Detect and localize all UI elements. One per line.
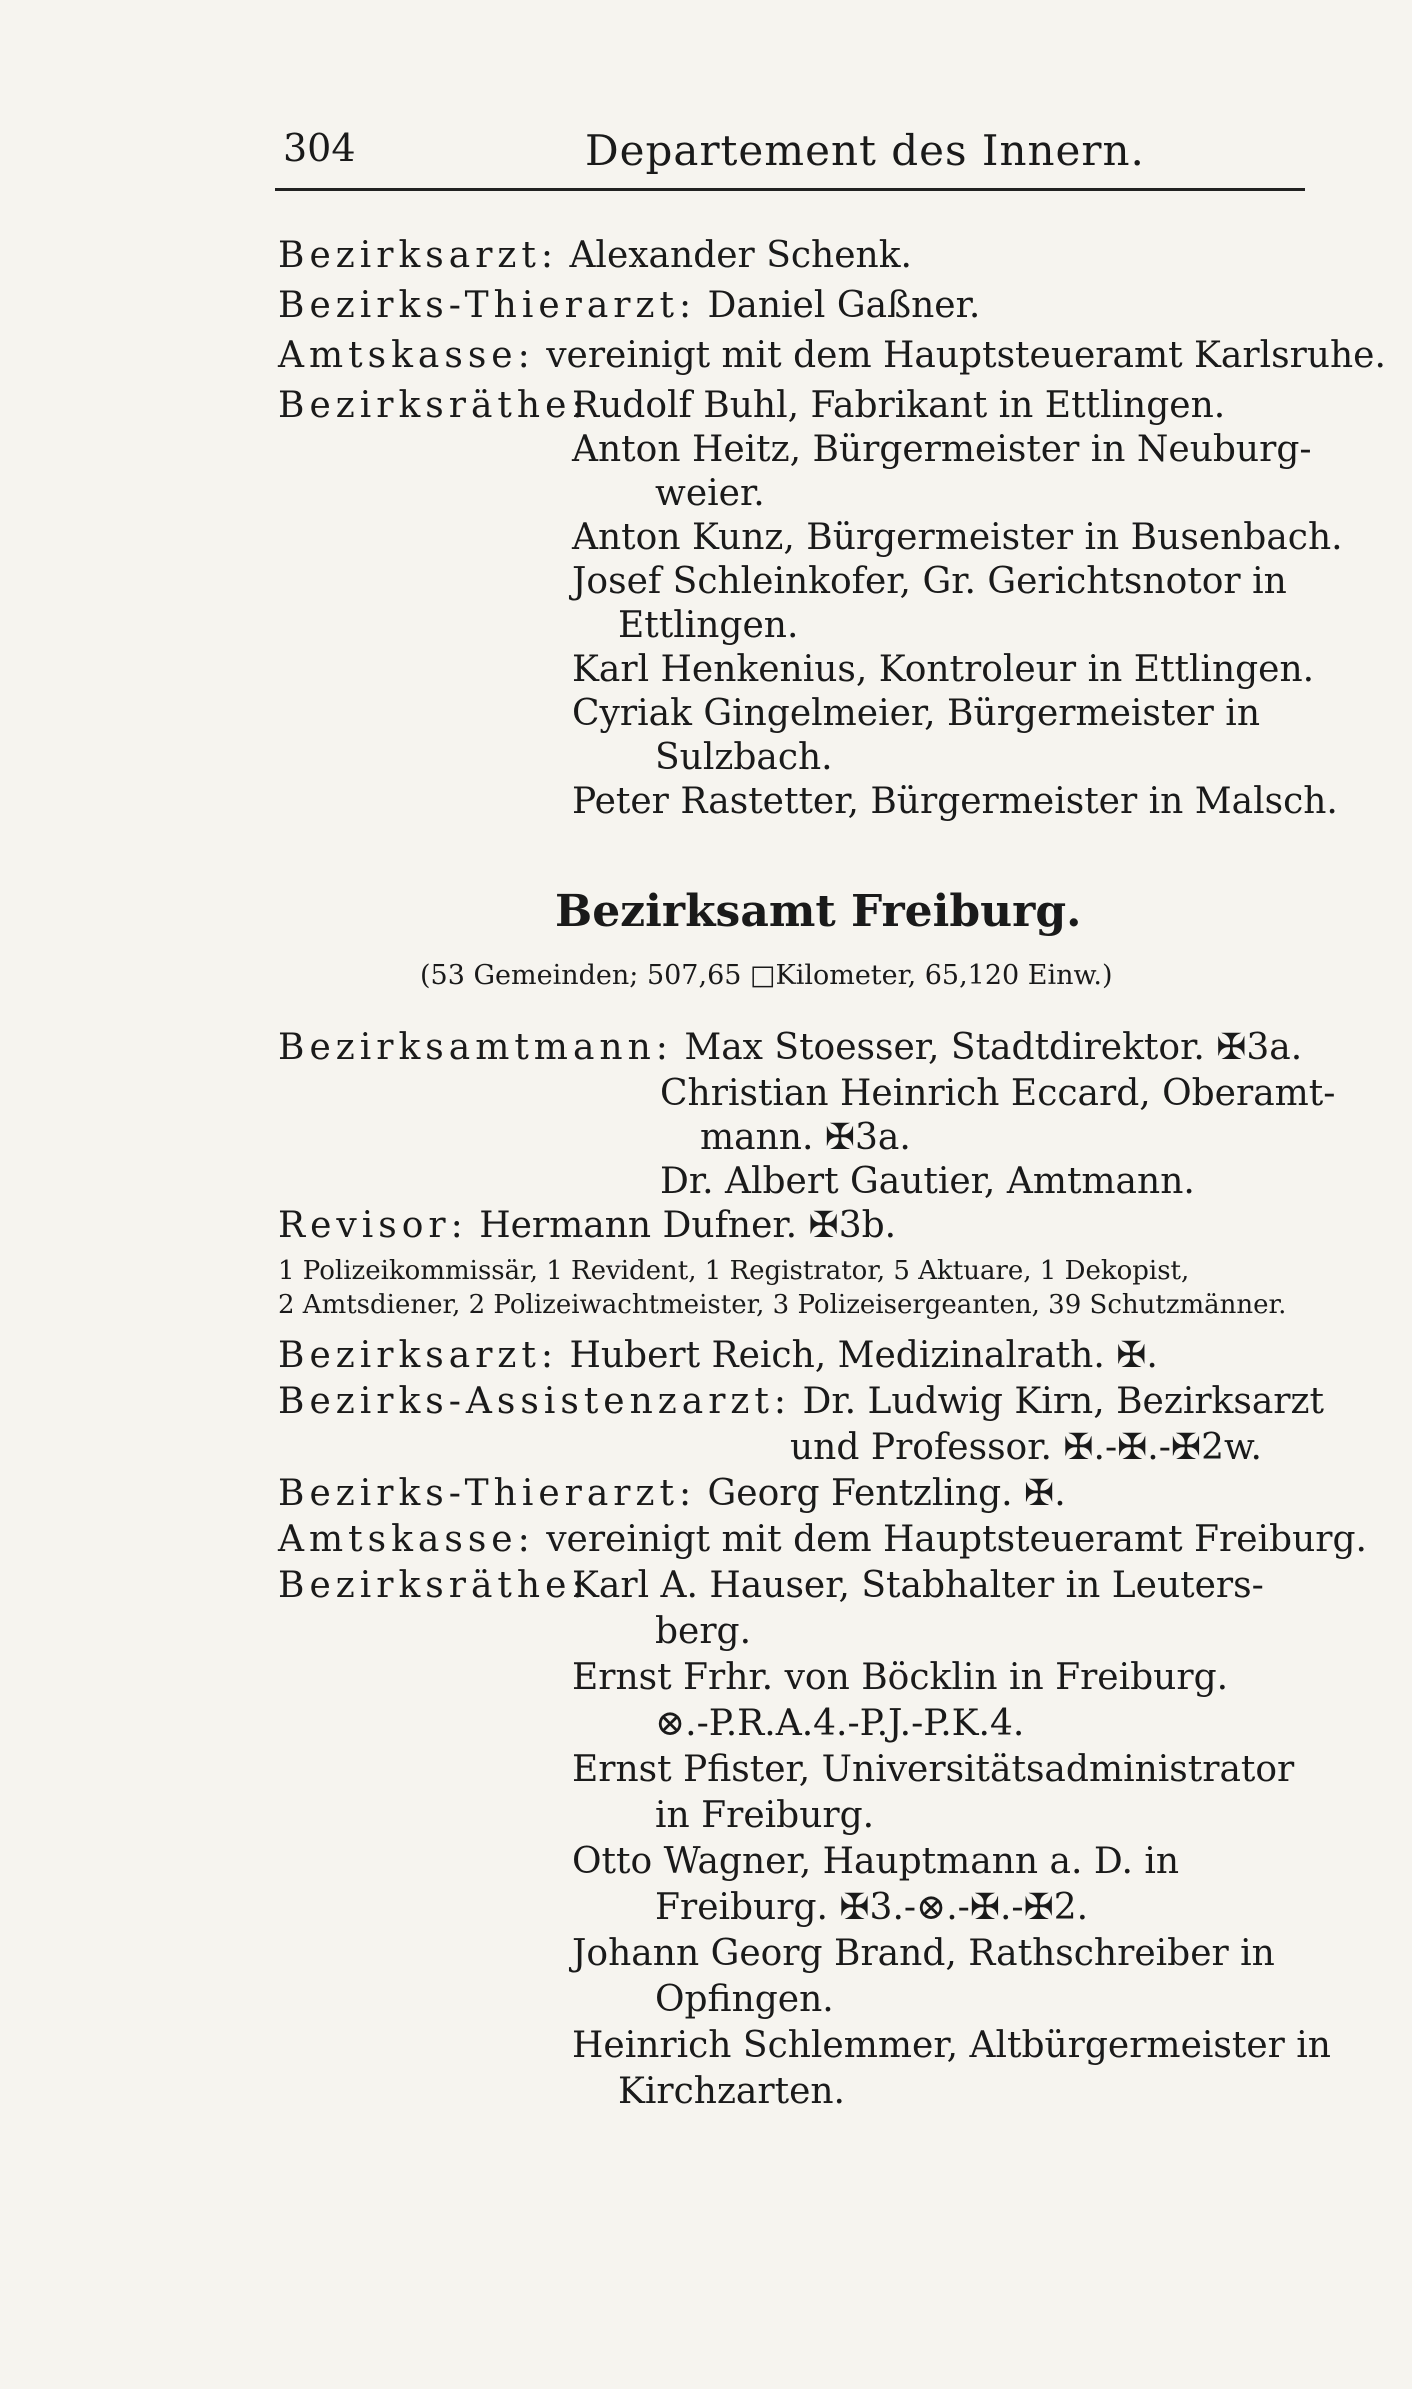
amtmann-line xyxy=(278,1027,1303,1068)
section-heading: Bezirksamt Freiburg. xyxy=(555,886,1082,937)
thierarzt-line xyxy=(278,285,981,326)
label: Bezirks-Thierarzt: xyxy=(278,1473,697,1514)
value: Max Stoesser, Stadtdirektor. ✠3a. xyxy=(684,1027,1303,1068)
label: Bezirksarzt: xyxy=(278,235,558,276)
label: Bezirksamtmann: xyxy=(278,1027,673,1068)
amtskasse-line xyxy=(278,335,1386,376)
staff-line: 2 Amtsdiener, 2 Polizeiwachtmeister, 3 Polizeisergeanten, 39 Schutzmänner. xyxy=(278,1290,1287,1320)
page-header xyxy=(275,118,1305,191)
bezirksraethe-label xyxy=(278,1565,589,1606)
bezirksraethe-label xyxy=(278,385,589,426)
value: Daniel Gaßner. xyxy=(707,285,981,326)
raethe-line: Karl A. Hauser, Stabhalter in Leuters- xyxy=(572,1565,1264,1606)
amtskasse-line xyxy=(278,1519,1367,1560)
official-line: Christian Heinrich Eccard, Oberamt- xyxy=(660,1073,1336,1114)
section-subheading: (53 Gemeinden; 507,65 □Kilometer, 65,120 Einw.) xyxy=(420,960,1113,991)
staff-line: 1 Polizeikommissär, 1 Revident, 1 Registrator, 5 Aktuare, 1 Dekopist, xyxy=(278,1256,1190,1286)
value: Alexander Schenk. xyxy=(569,235,912,276)
raethe-line: Peter Rastetter, Bürgermeister in Malsch. xyxy=(572,781,1338,822)
revisor-line xyxy=(278,1205,897,1246)
thierarzt-line xyxy=(278,1473,1066,1514)
raethe-line: Freiburg. ✠3.-⊗.-✠.-✠2. xyxy=(655,1887,1089,1928)
label: Amtskasse: xyxy=(278,335,535,376)
page-number: 304 xyxy=(283,126,356,170)
label: Bezirksarzt: xyxy=(278,1335,558,1376)
raethe-line: Johann Georg Brand, Rathschreiber in xyxy=(572,1933,1275,1974)
raethe-line: Karl Henkenius, Kontroleur in Ettlingen. xyxy=(572,649,1315,690)
raethe-line: Opfingen. xyxy=(655,1979,834,2020)
value: Hermann Dufner. ✠3b. xyxy=(479,1205,897,1246)
raethe-line: Heinrich Schlemmer, Altbürgermeister in xyxy=(572,2025,1331,2066)
value: Hubert Reich, Medizinalrath. ✠. xyxy=(569,1335,1158,1376)
raethe-line: Rudolf Buhl, Fabrikant in Ettlingen. xyxy=(572,385,1226,426)
raethe-line: Otto Wagner, Hauptmann a. D. in xyxy=(572,1841,1180,1882)
assistenzarzt-line-2: und Professor. ✠.-✠.-✠2w. xyxy=(790,1427,1262,1468)
raethe-line: Cyriak Gingelmeier, Bürgermeister in xyxy=(572,693,1261,734)
raethe-line: Ernst Pfister, Universitätsadministrator xyxy=(572,1749,1295,1790)
raethe-line: weier. xyxy=(655,473,765,514)
raethe-line: in Freiburg. xyxy=(655,1795,875,1836)
raethe-line: Anton Heitz, Bürgermeister in Neuburg- xyxy=(572,429,1312,470)
raethe-line: Kirchzarten. xyxy=(618,2071,846,2112)
raethe-line: Ernst Frhr. von Böcklin in Freiburg. xyxy=(572,1657,1229,1698)
value: Georg Fentzling. ✠. xyxy=(707,1473,1066,1514)
label: Bezirks-Thierarzt: xyxy=(278,285,697,326)
running-title: Departement des Innern. xyxy=(585,126,1145,175)
raethe-line: Sulzbach. xyxy=(655,737,833,778)
value: Dr. Ludwig Kirn, Bezirksarzt xyxy=(802,1381,1324,1422)
official-line: Dr. Albert Gautier, Amtmann. xyxy=(660,1161,1195,1202)
official-line: mann. ✠3a. xyxy=(700,1117,911,1158)
label: Amtskasse: xyxy=(278,1519,535,1560)
label: Bezirksräthe: xyxy=(278,385,589,426)
label: Revisor: xyxy=(278,1205,468,1246)
label: Bezirksräthe: xyxy=(278,1565,589,1606)
bezirksarzt-line xyxy=(278,1335,1158,1376)
assistenzarzt-line xyxy=(278,1381,1324,1422)
raethe-line: Ettlingen. xyxy=(618,605,799,646)
raethe-line: ⊗.-P.R.A.4.-P.J.-P.K.4. xyxy=(655,1703,1025,1744)
bezirksarzt-line xyxy=(278,235,912,276)
raethe-line: Josef Schleinkofer, Gr. Gerichtsnotor in xyxy=(572,561,1287,602)
value: vereinigt mit dem Hauptsteueramt Freiburg. xyxy=(546,1519,1367,1560)
value: vereinigt mit dem Hauptsteueramt Karlsruhe. xyxy=(546,335,1386,376)
raethe-line: Anton Kunz, Bürgermeister in Busenbach. xyxy=(572,517,1343,558)
raethe-line: berg. xyxy=(655,1611,752,1652)
label: Bezirks-Assistenzarzt: xyxy=(278,1381,791,1422)
